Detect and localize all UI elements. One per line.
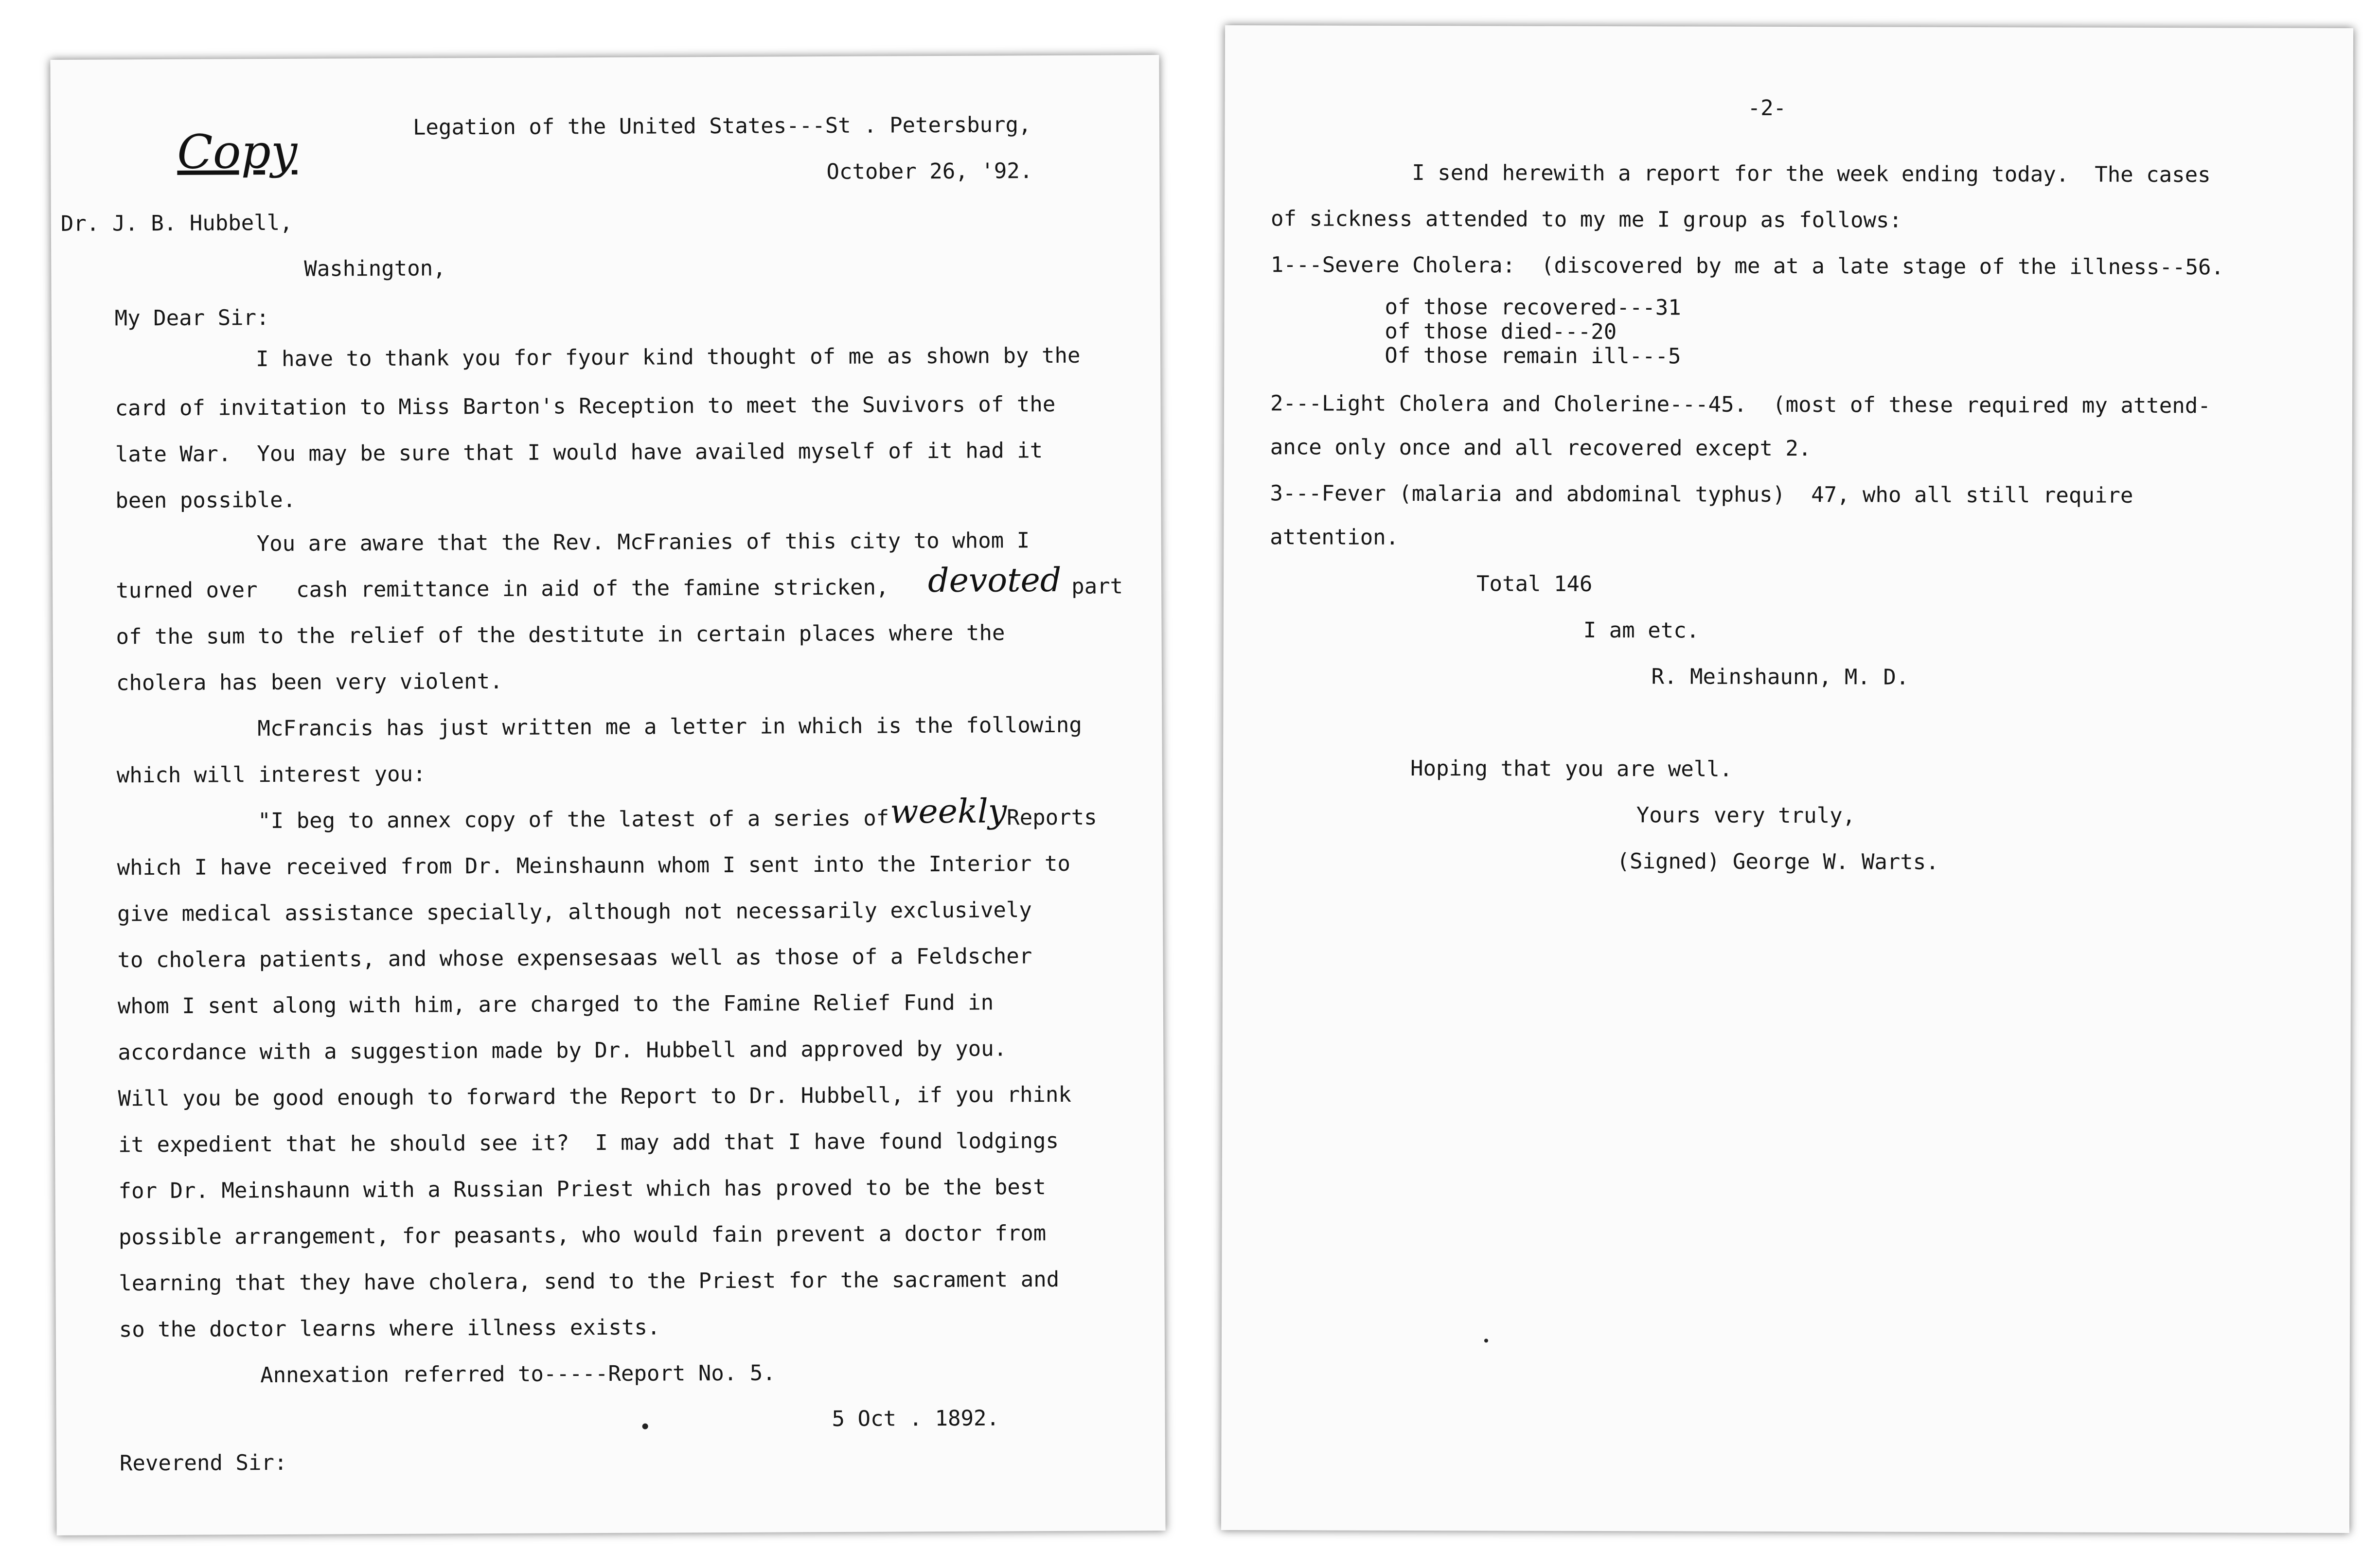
paragraph-1-line: card of invitation to Miss Barton's Reception to meet the Suvivors of the [115,391,1056,421]
report-signature: R. Meinshaunn, M. D. [1651,664,1909,690]
letter-date: October 26, '92. [826,159,1033,185]
report-paragraph-line: I send herewith a report for the week ending today. The cases [1412,160,2211,188]
quote-line: "I beg to annex copy of the latest of a series of [258,806,889,834]
paragraph-2-line: cholera has been very violent. [116,669,503,696]
quote-line: whom I sent along with him, are charged to the Famine Relief Fund in [117,990,994,1019]
addressee-city: Washington, [304,256,446,282]
report-paragraph-line: of sickness attended to my me I group as follows: [1270,206,1902,233]
quote-line: accordance with a suggestion made by Dr. Hubbell and approved by you. [118,1036,1007,1065]
annexation-line: Annexation referred to-----Report No. 5. [260,1360,776,1388]
quote-line: to cholera patients, and whose expensesaas well as those of a Feldscher [117,944,1032,973]
quote-line: Reports [1007,805,1097,830]
paragraph-2-line: turned over cash remittance in aid of the famine stricken, [116,575,889,603]
report-closing: I am etc. [1583,617,1700,643]
quote-line: possible arrangement, for peasants, who would fain prevent a doctor from [118,1221,1047,1250]
letter-page-2 [1221,25,2353,1533]
quote-line: which I have received from Dr. Meinshaunn whom I sent into the Interior to [117,851,1071,881]
report-item-1-sub: Of those remain ill---5 [1385,343,1681,369]
yours-truly: Yours very truly, [1636,803,1856,828]
handwritten-insertion-devoted: devoted [927,561,1062,600]
report-salutation: Reverend Sir: [119,1450,287,1476]
report-date: 5 Oct . 1892. [832,1406,1000,1432]
page-number: -2- [1747,95,1787,121]
quote-line: give medical assistance specially, although not necessarily exclusively [117,898,1032,927]
letter-header: Legation of the United States---St . Petersburg, [412,112,1031,140]
quote-line: Will you be good enough to forward the Report to Dr. Hubbell, if you rhink [118,1082,1072,1111]
report-item-3: attention. [1270,525,1399,550]
letter-page-1 [50,55,1165,1535]
quote-line: it expedient that he should see it? I may add that I have found lodgings [118,1128,1059,1158]
hoping-line: Hoping that you are well. [1410,756,1733,782]
paragraph-3-line: McFrancis has just written me a letter in which is the following [257,712,1082,741]
quote-line: learning that they have cholera, send to the Priest for the sacrament and [119,1267,1060,1296]
ink-dot [1484,1339,1488,1342]
report-item-1: 1---Severe Cholera: (discovered by me at a late stage of the illness--56. [1270,252,2224,280]
report-item-2: 2---Light Cholera and Cholerine---45. (most of these required my attend- [1270,391,2211,419]
copy-handwritten-mark: Copy [177,124,298,179]
paragraph-2-line: part [1071,574,1123,599]
salutation: My Dear Sir: [114,305,269,331]
report-item-1-sub: of those died---20 [1385,318,1617,345]
signed-name: (Signed) George W. Warts. [1617,849,1939,875]
paragraph-2-line: of the sum to the relief of the destitute in certain places where the [116,620,1005,650]
report-item-1-sub: of those recovered---31 [1385,294,1681,320]
paragraph-3-line: which will interest you: [116,761,426,788]
paragraph-1-line: I have to thank you for fyour kind thought of me as shown by the [255,343,1081,372]
paragraph-1-line: late War. You may be sure that I would have availed myself of it had it [115,438,1043,467]
handwritten-insertion-weekly: weekly [889,792,1007,831]
paragraph-1-line: been possible. [115,487,296,513]
ink-dot [642,1424,648,1429]
quote-line: so the doctor learns where illness exists. [119,1315,660,1342]
quote-line: for Dr. Meinshaunn with a Russian Priest which has proved to be the best [118,1175,1046,1204]
report-total: Total 146 [1476,571,1593,597]
paragraph-2-line: You are aware that the Rev. McFranies of this city to whom I [256,528,1030,557]
report-item-2: ance only once and all recovered except 2. [1270,435,1812,461]
addressee-name: Dr. J. B. Hubbell, [60,210,293,236]
report-item-3: 3---Fever (malaria and abdominal typhus) 47, who all still require [1270,481,2133,508]
